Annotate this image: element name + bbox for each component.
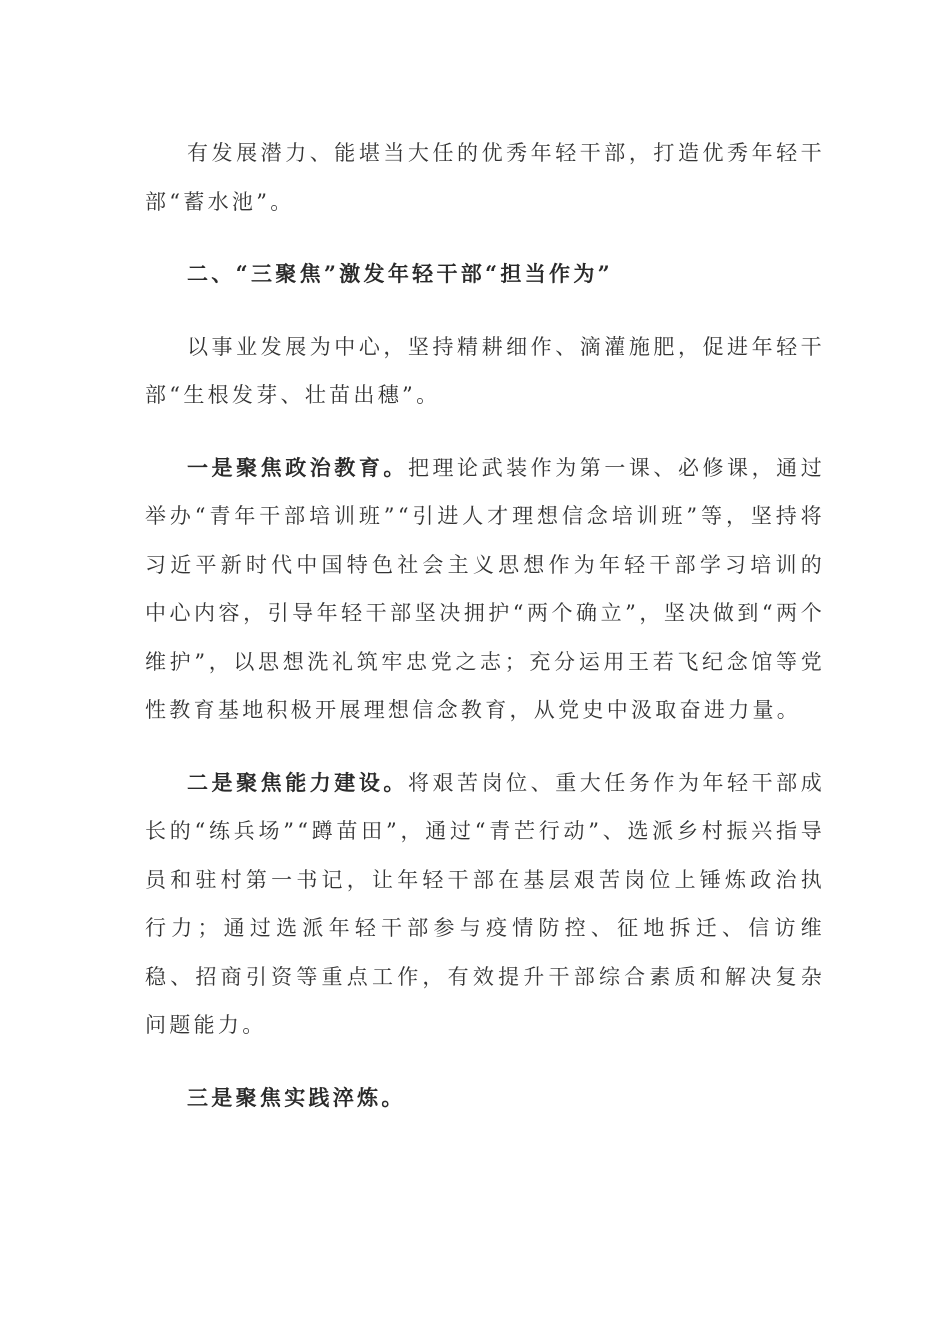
section-heading (145, 250, 825, 299)
paragraph-text: 把理论武装作为第一课、必修课，通过举办“青年干部培训班”“引进人才理想信念培训班”等，坚持将习近平新时代中国特色社会主义思想作为年轻干部学习培训的中心内容，引导年轻干部坚决拥护“两个确立”，坚决做到“两个维护”，以思想洗礼筑牢忠党之志；充分运用王若飞纪念馆等党性教育基地积极开展理想信念教育，从党史中汲取奋进力量。 (145, 455, 825, 722)
paragraph-continuation (145, 129, 825, 226)
paragraph-text: 将艰苦岗位、重大任务作为年轻干部成长的“练兵场”“蹲苗田”，通过“青芒行动”、选派乡村振兴指导员和驻村第一书记，让年轻干部在基层艰苦岗位上锤炼政治执行力；通过选派年轻干部参与疫情防控、征地拆迁、信访维稳、招商引资等重点工作，有效提升干部综合素质和解决复杂问题能力。 (145, 770, 825, 1037)
document-body (145, 129, 825, 1146)
paragraph-practice (145, 1074, 825, 1123)
paragraph-intro (145, 323, 825, 420)
paragraph-capacity-building (145, 759, 825, 1050)
paragraph-text: 以事业发展为中心，坚持精耕细作、滴灌施肥，促进年轻干部“生根发芽、壮苗出穗”。 (145, 334, 825, 407)
paragraph-lead: 二是聚焦能力建设。 (187, 769, 408, 795)
paragraph-political-education (145, 444, 825, 735)
paragraph-lead: 一是聚焦政治教育。 (187, 454, 408, 480)
paragraph-text: 有发展潜力、能堪当大任的优秀年轻干部，打造优秀年轻干部“蓄水池”。 (145, 141, 825, 214)
paragraph-lead: 三是聚焦实践淬炼。 (187, 1084, 406, 1110)
section-heading-text: 二、“三聚焦”激发年轻干部“担当作为” (187, 261, 614, 286)
